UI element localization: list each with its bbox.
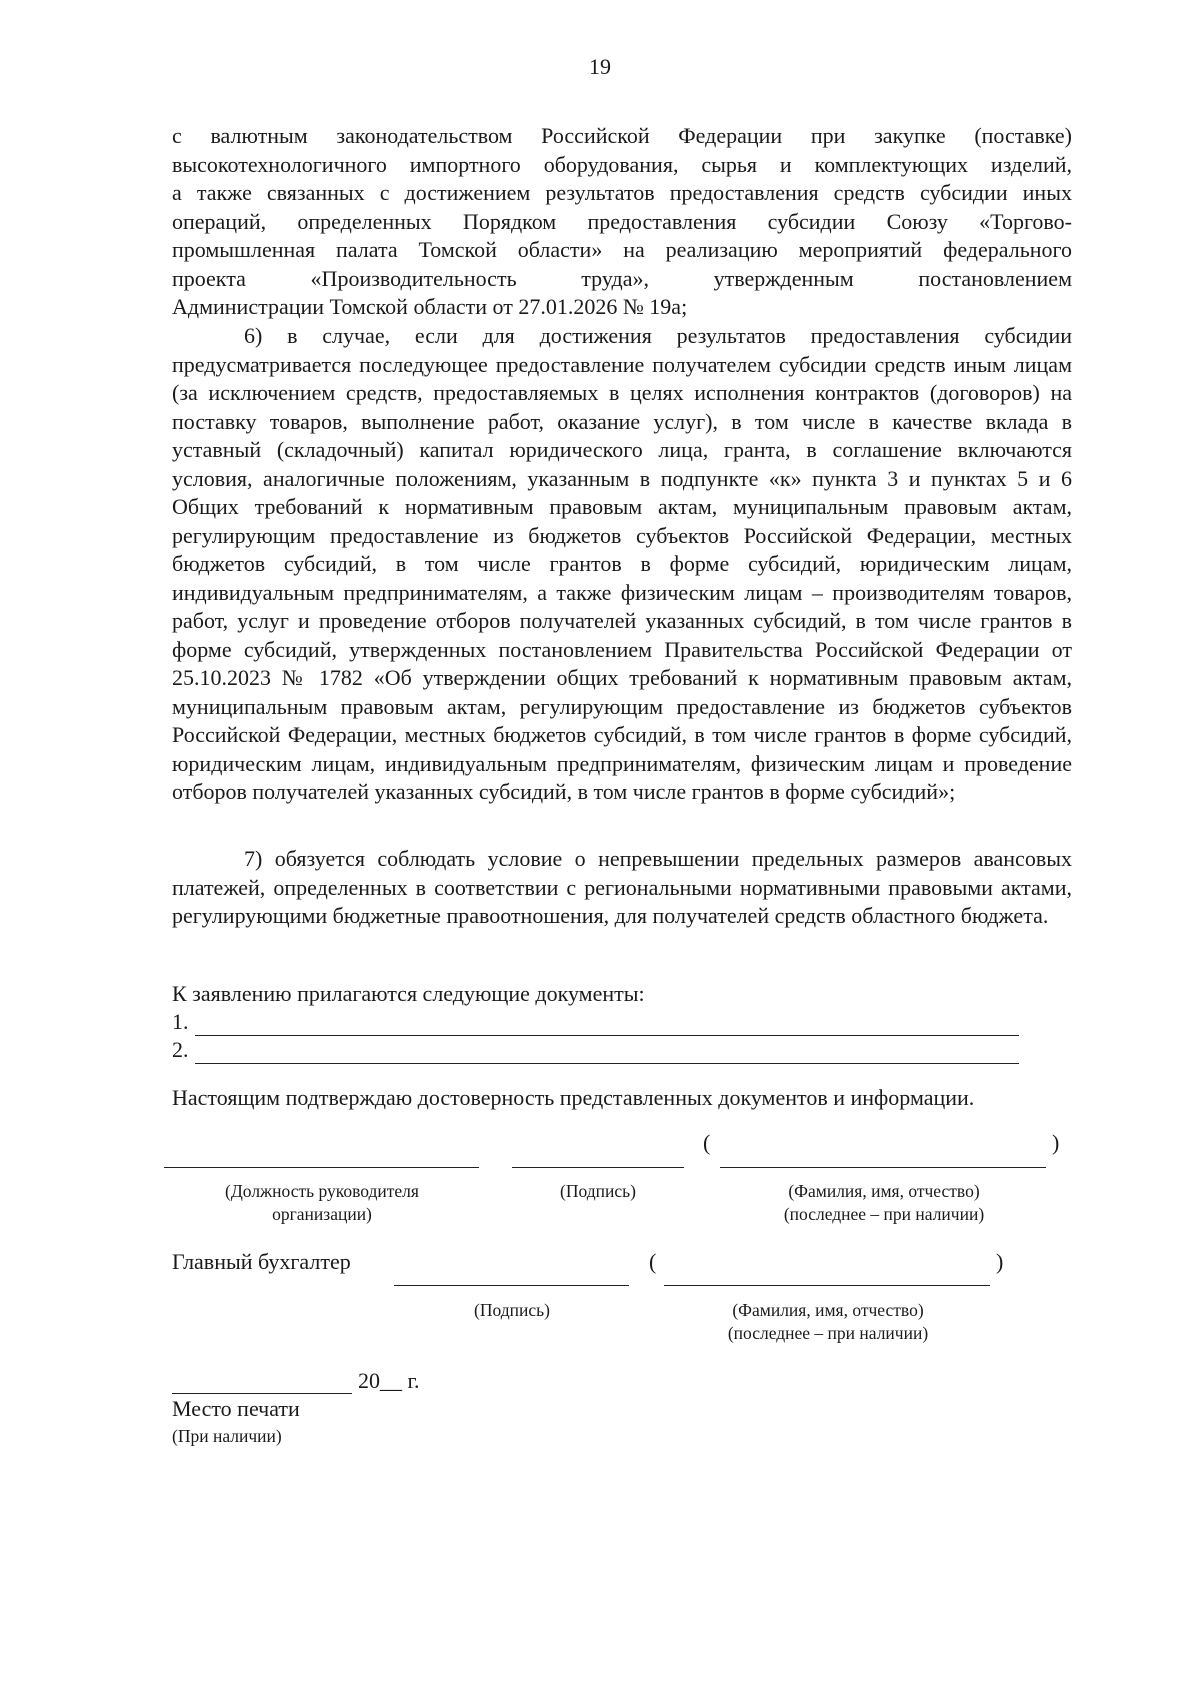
chief-accountant-label: Главный бухгалтер [172,1249,351,1274]
text-line: с валютным законодательством Российской Федерации при закупке (поставке) [172,123,1072,148]
close-paren: ) [1052,1130,1060,1155]
attachment-number: 2. [172,1037,189,1062]
item-6-text: 6) в случае, если для достижения результатов предоставления субсидии предусматривается последующее предоставление получателем субсидии средств иным лицам (за исключением средств, предоставляемых в целях исполнения контрактов (договоров) на поставку товаров, выполнение работ, оказание услуг), в том числе в качестве вклада в уставный (складочный) капитал юридического лица, гранта, в соглашение включаются условия, аналогичные положениям, указанным в подпункте «к» пункта 3 и пунктах 5 и 6 Общих требований к нормативным правовым актам, муниципальным правовым актам, регулирующим предоставление из бюджетов субъектов Российской Федерации, местных бюджетов субсидий, в том числе грантов в форме субсидий, юридическим лицам, индивидуальным предпринимателям, а также физическим лицам – производителям товаров, работ, услуг и проведение отборов получателей указанных субсидий, в том числе грантов в форме субсидий, утвержденных постановлением Правительства Российской Федерации от 25.10.2023 № 1782 «Об утверждении общих требований к нормативным правовым актам, муниципальным правовым актам, регулирующим предоставление из бюджетов субъектов Российской Федерации, местных бюджетов субсидий, в том числе грантов в форме субсидий, юридическим лицам, индивидуальным предпринимателям, физическим лицам и проведение отборов получателей указанных субсидий, в том числе грантов в форме субсидий»; [172,323,1072,804]
position-blank[interactable] [164,1167,479,1168]
head-signature-caption: (Подпись) [560,1181,636,1201]
attachments-list [172,980,1019,1064]
text-line: а также связанных с достижением результатов предоставления средств субсидии иных [172,180,1072,205]
attachment-blank-2[interactable] [195,1041,1019,1064]
attachments-heading: К заявлению прилагаются следующие документы: [172,981,645,1006]
accountant-name-caption: (Фамилия, имя, отчество) (последнее – при наличии) [727,1300,929,1343]
open-paren: ( [703,1130,711,1155]
attachment-line-1 [172,1008,1019,1036]
text-line: операций, определенных Порядком предоставления субсидии Союзу «Торгово- [172,208,1072,234]
position-caption: (Должность руководителя организации) [225,1181,419,1224]
stamp-label: Место печати [172,1396,300,1421]
stamp-note: (При наличии) [172,1426,282,1446]
head-name-caption: (Фамилия, имя, отчество) (последнее – при наличии) [783,1181,985,1224]
confirmation-statement: Настоящим подтверждаю достоверность представленных документов и информации. [172,1085,975,1110]
close-paren: ) [996,1249,1004,1274]
attachment-blank-1[interactable] [195,1013,1019,1036]
paragraph-currency-legislation [172,122,1072,322]
item-7-text: 7) обязуется соблюдать условие о непревышении предельных размеров авансовых платежей, определенных в соответствии с региональными нормативными правовыми актами, регулирующими бюджетные правоотношения, для получателей средств областного бюджета. [172,846,1072,928]
text-line: Администрации Томской области от 27.01.2026 № 19а; [172,294,688,319]
date-blank[interactable] [172,1393,352,1394]
text-line: проекта «Производительность труда», утвержденным постановлением [172,265,1072,291]
attachment-number: 1. [172,1009,189,1034]
accountant-signature-blank[interactable] [394,1285,629,1286]
paragraph-item-7 [172,845,1072,931]
paragraph-item-6 [172,322,1072,807]
text-line: высокотехнологичного импортного оборудования, сырья и комплектующих изделий, [172,151,1072,177]
accountant-name-blank[interactable] [664,1285,990,1286]
accountant-signature-caption: (Подпись) [474,1300,550,1320]
year-text: 20__ г. [358,1368,420,1393]
attachment-line-2 [172,1036,1019,1064]
head-name-blank[interactable] [720,1167,1046,1168]
open-paren: ( [649,1249,657,1274]
page-number: 19 [589,54,611,79]
head-signature-blank[interactable] [512,1167,684,1168]
text-line: промышленная палата Томской области» на реализацию мероприятий федерального [172,237,1072,262]
